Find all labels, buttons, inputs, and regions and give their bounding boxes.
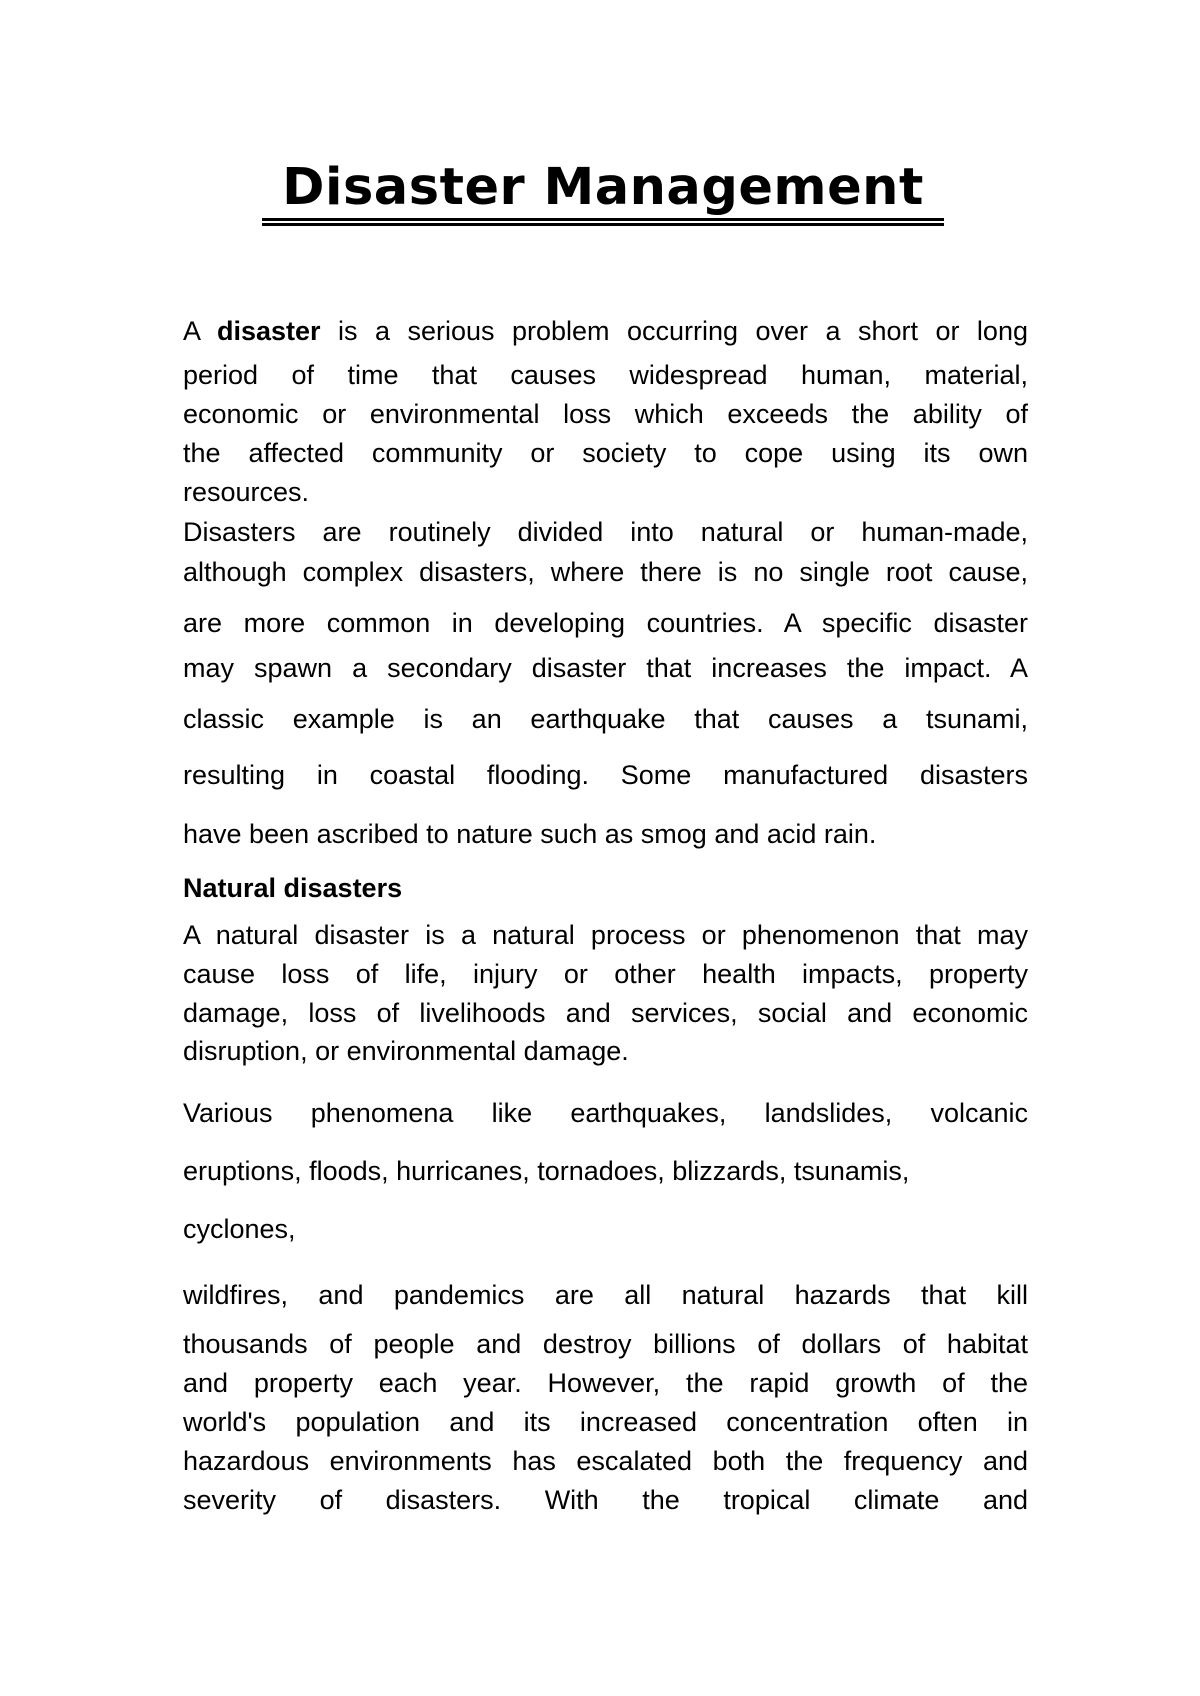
paragraph-line: although complex disasters, where there is no single root cause, xyxy=(183,557,1028,587)
paragraph-line: period of time that causes widespread human, material, xyxy=(183,360,1028,390)
paragraph-line: thousands of people and destroy billions of dollars of habitat xyxy=(183,1329,1028,1359)
paragraph-line: resulting in coastal flooding. Some manufactured disasters xyxy=(183,760,1028,790)
paragraph-line: are more common in developing countries. A specific disaster xyxy=(183,608,1028,638)
paragraph-line: cyclones, xyxy=(183,1214,296,1244)
paragraph-line: and property each year. However, the rapid growth of the xyxy=(183,1368,1028,1398)
paragraph-line: Disasters are routinely divided into natural or human-made, xyxy=(183,517,1028,547)
paragraph-line: eruptions, floods, hurricanes, tornadoes, blizzards, tsunamis, xyxy=(183,1156,910,1186)
paragraph-line xyxy=(183,314,1028,348)
paragraph-line: disruption, or environmental damage. xyxy=(183,1036,629,1066)
section-heading: Natural disasters xyxy=(183,873,403,903)
paragraph-line: the affected community or society to cope using its own xyxy=(183,438,1028,468)
paragraph-line: may spawn a secondary disaster that increases the impact. A xyxy=(183,653,1028,683)
page-title: Disaster Management xyxy=(282,158,924,217)
paragraph-line: A natural disaster is a natural process or phenomenon that may xyxy=(183,920,1028,950)
paragraph-line: classic example is an earthquake that causes a tsunami, xyxy=(183,704,1028,734)
paragraph-line: hazardous environments has escalated both the frequency and xyxy=(183,1446,1028,1476)
paragraph-line: world's population and its increased concentration often in xyxy=(183,1407,1028,1437)
paragraph-line: cause loss of life, injury or other health impacts, property xyxy=(183,959,1028,989)
keyword-disaster: disaster xyxy=(217,316,321,346)
paragraph-line: resources. xyxy=(183,477,310,507)
paragraph-line: Various phenomena like earthquakes, landslides, volcanic xyxy=(183,1098,1028,1128)
paragraph-line: damage, loss of livelihoods and services, social and economic xyxy=(183,998,1028,1028)
paragraph-line: wildfires, and pandemics are all natural hazards that kill xyxy=(183,1280,1028,1310)
paragraph-line: economic or environmental loss which exceeds the ability of xyxy=(183,399,1028,429)
text-segment: is a serious problem occurring over a short or long xyxy=(338,316,1028,346)
text-segment: A xyxy=(183,316,200,346)
title-double-underline xyxy=(262,218,944,226)
paragraph-line: severity of disasters. With the tropical climate and xyxy=(183,1485,1028,1515)
paragraph-line: have been ascribed to nature such as smog and acid rain. xyxy=(183,819,877,849)
